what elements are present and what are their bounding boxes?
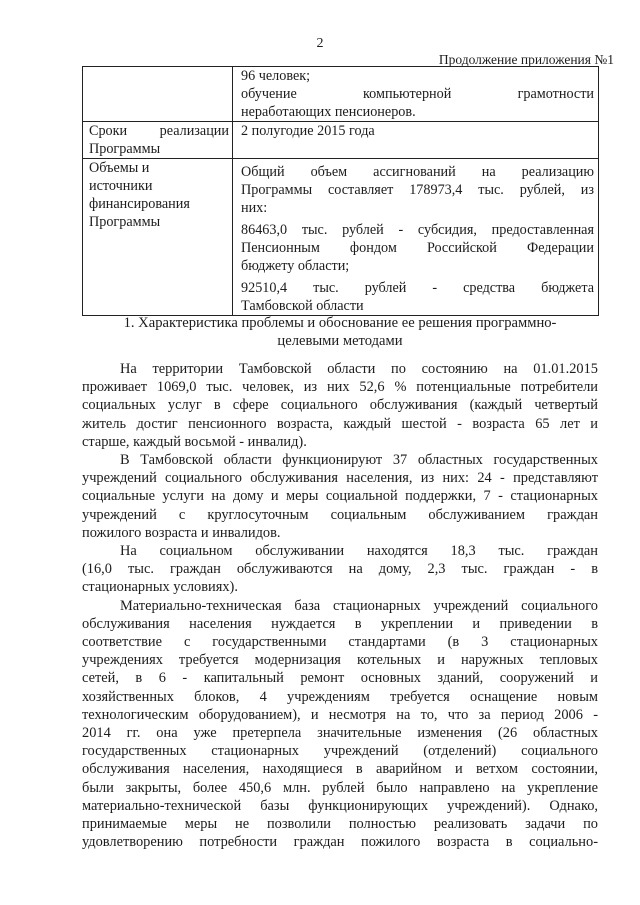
text-line: В Тамбовской области функционируют 37 областных государственных — [120, 452, 598, 469]
heading-line: целевыми методами — [277, 333, 403, 349]
text-line: принимаемые меры не позволили полностью реализовать задачи по — [82, 816, 598, 833]
text-line: житель достиг пенсионного возраста, каждый шестой - возраста 65 лет и — [82, 415, 598, 432]
text-line: учреждений социального обслуживания населения, из них: 24 - представляют — [82, 470, 598, 487]
table-line: 86463,0 тыс. рублей - субсидия, предоставленная — [241, 222, 594, 238]
table-cell-left — [83, 122, 233, 159]
text-line: учреждений с круглосуточным социальным обслуживанием граждан — [82, 506, 598, 523]
paragraph — [82, 597, 598, 852]
page-number: 2 — [316, 36, 324, 51]
table-line: Сроки реализации — [89, 123, 229, 139]
text-line: социальных услуг в сфере социального обслуживания (каждый четвертый — [82, 397, 598, 414]
program-passport-table — [82, 66, 599, 316]
text-line: проживает 1069,0 тыс. человек, из них 52,6 % потенциальные потребители — [82, 379, 598, 396]
body-text — [82, 360, 598, 851]
table-line: 2 полугодие 2015 года — [241, 123, 375, 139]
table-line: источники — [89, 178, 153, 194]
table-line: Тамбовской области — [241, 298, 364, 314]
text-line: технологическим оборудованием), и несмотря на то, что за период 2006 - — [82, 706, 598, 723]
text-line: социальные услуги на дому и меры социальной поддержки, 7 - стационарных — [82, 488, 598, 505]
table-row — [83, 122, 599, 159]
text-line: пожилого возраста и инвалидов. — [82, 524, 281, 541]
table-line: Программы — [89, 141, 161, 157]
table-line: неработающих пенсионеров. — [241, 104, 416, 120]
text-line: старше, каждый восьмой - инвалид). — [82, 433, 307, 450]
text-line: На социальном обслуживании находятся 18,3 тыс. граждан — [120, 543, 598, 560]
text-line: учреждениях требуется модернизация котельных и наружных тепловых — [82, 652, 598, 669]
table-line: них: — [241, 200, 268, 216]
table-line: бюджету области; — [241, 258, 350, 274]
table-line: Пенсионным фондом Российской Федерации — [241, 240, 594, 256]
table-line: обучение компьютерной грамотности — [241, 86, 594, 102]
text-line: обслуживания населения нуждается в укреплении и приведении в — [82, 615, 598, 632]
table-cell-right — [233, 159, 599, 316]
continuation-label: Продолжение приложения №1 — [438, 52, 614, 67]
text-line: хозяйственных блоков, 4 учреждениям требуется оснащение новым — [82, 688, 598, 705]
table-cell-left — [83, 67, 233, 122]
text-line: На территории Тамбовской области по состоянию на 01.01.2015 — [120, 361, 598, 377]
table-row — [83, 67, 599, 122]
table-line: Объемы и — [89, 160, 150, 176]
heading-line: 1. Характеристика проблемы и обоснование ее решения программно- — [123, 315, 557, 331]
text-line: обслуживания населения, находящиеся в аварийном и ветхом состоянии, — [82, 761, 598, 778]
table-line: Программы — [89, 214, 161, 230]
text-line: государственных стационарных учреждений (отделений) социального — [82, 743, 598, 760]
table-line: финансирования — [89, 196, 190, 212]
table-cell-left — [83, 159, 233, 316]
text-line: соответствие с государственными стандартами (в 3 стационарных — [82, 634, 598, 651]
text-line: Материально-техническая база стационарных учреждений социального — [120, 597, 598, 614]
text-line: сетей, в 6 - капитальный ремонт основных зданий, сооружений и — [82, 670, 598, 687]
table-row — [83, 159, 599, 316]
paragraph — [82, 360, 598, 451]
table-line: Программы составляет 178973,4 тыс. рублей, из — [241, 182, 594, 198]
text-line: (16,0 тыс. граждан обслуживаются на дому, 2,3 тыс. граждан - в — [82, 561, 598, 578]
text-line: удовлетворению потребности граждан пожилого возраста в социально- — [82, 834, 598, 851]
table-cell-right — [233, 122, 599, 159]
section-heading — [90, 314, 590, 350]
table-cell-right — [233, 67, 599, 122]
text-line: стационарных условиях). — [82, 579, 238, 596]
text-line: материально-технической базы функционирующих учреждений). Однако, — [82, 797, 598, 814]
table-line: 96 человек; — [241, 68, 311, 84]
paragraph — [82, 542, 598, 597]
table-line: Общий объем ассигнований на реализацию — [241, 164, 594, 180]
paragraph — [82, 451, 598, 542]
text-line: 2014 гг. она уже претерпела значительные изменения (26 областных — [82, 725, 598, 742]
text-line: были закрыты, более 450,6 млн. рублей было направлено на укрепление — [82, 779, 598, 796]
table-line: 92510,4 тыс. рублей - средства бюджета — [241, 280, 594, 296]
